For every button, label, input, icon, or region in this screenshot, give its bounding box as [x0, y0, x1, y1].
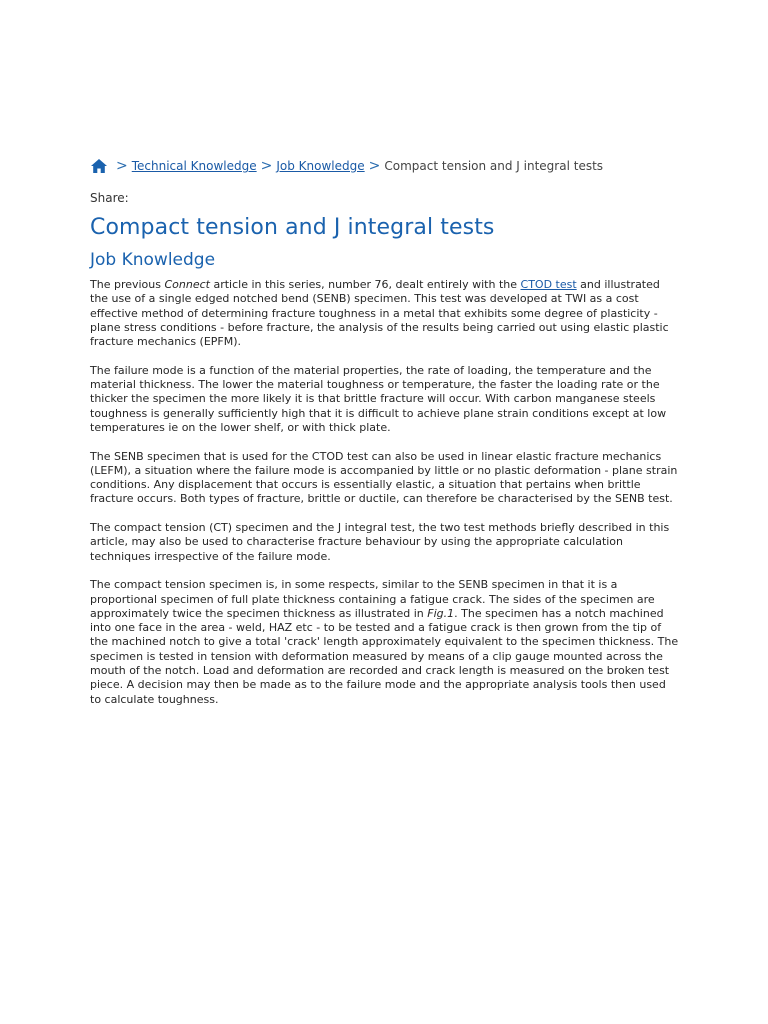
- connect-emphasis: Connect: [164, 278, 210, 291]
- page-title: Compact tension and J integral tests: [90, 215, 495, 240]
- home-icon[interactable]: [90, 158, 108, 174]
- paragraph-1-text-a: The previous: [90, 278, 165, 291]
- paragraph-3: The SENB specimen that is used for the CTOD test can also be used in linear elastic fracture mechanics (LEFM), a situation where the failure mode is accompanied by little or no plastic deformation - plane strain conditions. Any displacement that occurs is essentially elastic, a situation that pertains when brittle fracture occurs. Both types of fracture, brittle or ductile, can therefore be characterised by the SENB test.: [90, 449, 678, 506]
- paragraph-5-text-a: The compact tension specimen is, in some respects, similar to the SENB specimen in that it is a proportional specimen of full plate thickness containing a fatigue crack. The sides of the specimen are approximately twice the specimen thickness as illustrated in: [90, 578, 655, 620]
- paragraph-1-text-b: article in this series, number 76, dealt entirely with the: [209, 278, 521, 291]
- paragraph-4: The compact tension (CT) specimen and the J integral test, the two test methods briefly described in this article, may also be used to characterise fracture behaviour by using the appropriate calculation techniques irrespective of the failure mode.: [90, 521, 670, 563]
- paragraph-5-text-b: . The specimen has a notch machined into one face in the area - weld, HAZ etc - to be tested and a fatigue crack is then grown from the tip of the machined notch to give a total 'crack' length approximately equivalent to the specimen thickness. The specimen is tested in tension with deformation measured by means of a clip gauge mounted across the mouth of the notch. Load and deformation are recorded and crack length is measured on the broken test piece. A decision may then be made as to the failure mode and the appropriate analysis tools then used to calculate toughness.: [90, 606, 679, 706]
- breadcrumb-link-job-knowledge[interactable]: Job Knowledge: [276, 159, 365, 173]
- paragraph-5: [90, 578, 680, 707]
- breadcrumb-link-technical-knowledge[interactable]: Technical Knowledge: [131, 159, 257, 173]
- article-body: [90, 278, 680, 707]
- share-label: Share:: [90, 191, 129, 205]
- page-subtitle: Job Knowledge: [90, 250, 216, 270]
- breadcrumb-current: Compact tension and J integral tests: [384, 159, 604, 173]
- ctod-test-link[interactable]: CTOD test: [520, 278, 577, 291]
- breadcrumb: [90, 156, 680, 176]
- breadcrumb-separator: >: [260, 158, 273, 174]
- article-container: [90, 156, 680, 721]
- paragraph-1: [90, 278, 680, 349]
- breadcrumb-separator: >: [116, 158, 128, 174]
- fig-1-emphasis: Fig.1: [427, 606, 455, 620]
- breadcrumb-separator: >: [368, 158, 381, 174]
- paragraph-2: The failure mode is a function of the material properties, the rate of loading, the temperature and the material thickness. The lower the material toughness or temperature, the faster the loading rate or the thicker the specimen the more likely it is that brittle fracture will occur. With carbon manganese steels toughness is generally sufficiently high that it is difficult to achieve plane strain conditions except at low temperatures ie on the lower shelf, or with thick plate.: [90, 363, 667, 434]
- paragraph-1-text-c: and illustrated the use of a single edged notched bend (SENB) specimen. This test was developed at TWI as a cost effective method of determining fracture toughness in a metal that exhibits some degree of plasticity - plane stress conditions - before fracture, the analysis of the results being carried out using elastic plastic fracture mechanics (EPFM).: [90, 278, 669, 349]
